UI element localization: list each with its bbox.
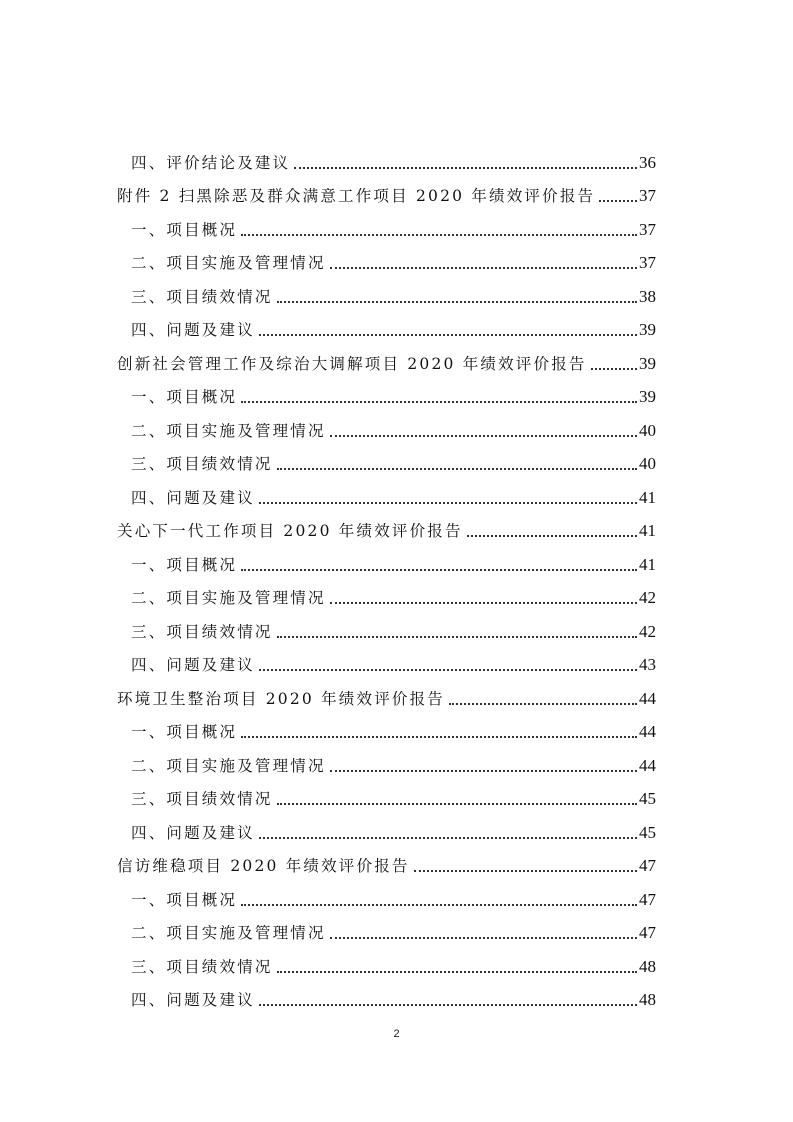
toc-entry-title: 四、问题及建议 (131, 823, 255, 842)
toc-page-number: 39 (639, 353, 656, 373)
toc-dot-leader (259, 837, 637, 839)
toc-entry-title: 三、项目绩效情况 (131, 455, 273, 473)
page-number: 2 (393, 1028, 400, 1040)
toc-subsection-entry[interactable] (0, 408, 793, 442)
toc-page-number: 36 (639, 152, 656, 172)
toc-subsection-entry[interactable] (0, 609, 793, 643)
toc-subsection-entry[interactable] (0, 810, 793, 844)
toc-page-number: 42 (639, 588, 656, 607)
toc-dot-leader (330, 937, 637, 939)
toc-page-number: 37 (639, 219, 656, 239)
toc-subsection-entry[interactable] (0, 140, 793, 174)
toc-subsection-entry[interactable] (0, 978, 793, 1012)
toc-page-number: 38 (639, 286, 656, 306)
toc-dot-leader (241, 234, 637, 236)
toc-dot-leader (259, 334, 637, 336)
toc-page-number: 39 (639, 387, 656, 406)
toc-subsection-entry[interactable] (0, 743, 793, 777)
toc-subsection-entry[interactable] (0, 944, 793, 978)
toc-page-number: 47 (639, 889, 656, 909)
toc-subsection-entry[interactable] (0, 710, 793, 744)
toc-subsection-entry[interactable] (0, 375, 793, 409)
toc-page-number: 43 (639, 655, 656, 674)
toc-subsection-entry[interactable] (0, 442, 793, 476)
toc-page-number: 37 (639, 253, 656, 272)
toc-dot-leader (277, 803, 637, 805)
toc-page-number: 40 (639, 454, 656, 473)
toc-page-number: 42 (639, 621, 656, 641)
toc-entry-title: 三、项目绩效情况 (131, 790, 273, 808)
toc-entry-title: 关心下一代工作项目 2020 年绩效评价报告 (117, 522, 463, 540)
toc-entry-title: 一、项目概况 (131, 890, 238, 909)
toc-entry-title: 四、问题及建议 (131, 321, 255, 339)
toc-entry-title: 四、评价结论及建议 (131, 153, 291, 172)
toc-dot-leader (259, 669, 637, 671)
toc-entry-title: 附件 2 扫黑除恶及群众满意工作项目 2020 年绩效评价报告 (117, 187, 596, 205)
toc-page-number: 41 (639, 521, 656, 540)
toc-section-entry[interactable] (0, 341, 793, 375)
toc-dot-leader (241, 736, 637, 738)
toc-entry-title: 二、项目实施及管理情况 (131, 421, 326, 440)
toc-page-number: 44 (639, 755, 656, 775)
toc-page-number: 45 (639, 822, 656, 842)
toc-subsection-entry[interactable] (0, 274, 793, 308)
toc-dot-leader (277, 636, 637, 638)
toc-dot-leader (599, 200, 637, 202)
toc-dot-leader (330, 267, 637, 269)
toc-dot-leader (259, 1004, 637, 1006)
toc-dot-leader (259, 502, 637, 504)
toc-page-number: 48 (639, 990, 656, 1009)
toc-dot-leader (277, 971, 637, 973)
toc-section-entry[interactable] (0, 509, 793, 543)
toc-page-number: 41 (639, 554, 656, 574)
toc-entry-title: 一、项目概况 (131, 388, 238, 406)
toc-page-number: 41 (639, 487, 656, 507)
toc-page-number: 37 (639, 186, 656, 205)
toc-section-entry[interactable] (0, 676, 793, 710)
toc-page-number: 47 (639, 856, 656, 875)
toc-dot-leader (294, 167, 637, 169)
toc-dot-leader (330, 602, 637, 604)
toc-entry-title: 三、项目绩效情况 (131, 957, 273, 976)
toc-entry-title: 一、项目概况 (131, 220, 238, 239)
toc-subsection-entry[interactable] (0, 877, 793, 911)
toc-subsection-entry[interactable] (0, 643, 793, 677)
toc-dot-leader (241, 401, 637, 403)
toc-page-number: 47 (639, 923, 656, 942)
toc-dot-leader (277, 468, 637, 470)
toc-page-number: 44 (639, 722, 656, 741)
toc-entry-title: 一、项目概况 (131, 555, 238, 574)
toc-dot-leader (449, 703, 637, 705)
toc-page-number: 39 (639, 320, 656, 339)
toc-entry-title: 二、项目实施及管理情况 (131, 756, 326, 775)
toc-subsection-entry[interactable] (0, 308, 793, 342)
toc-subsection-entry[interactable] (0, 576, 793, 610)
toc-entry-title: 二、项目实施及管理情况 (131, 254, 326, 272)
toc-entry-title: 二、项目实施及管理情况 (131, 924, 326, 942)
toc-entry-title: 创新社会管理工作及综治大调解项目 2020 年绩效评价报告 (117, 354, 587, 373)
toc-section-entry[interactable] (0, 844, 793, 878)
toc-entry-title: 一、项目概况 (131, 723, 238, 741)
toc-page-number: 48 (639, 956, 656, 976)
toc-subsection-entry[interactable] (0, 241, 793, 275)
toc-subsection-entry[interactable] (0, 777, 793, 811)
toc-entry-title: 四、问题及建议 (131, 488, 255, 507)
toc-entry-title: 二、项目实施及管理情况 (131, 589, 326, 607)
toc-subsection-entry[interactable] (0, 475, 793, 509)
toc-subsection-entry[interactable] (0, 542, 793, 576)
toc-page-number: 40 (639, 420, 656, 440)
toc-page-number: 44 (639, 688, 656, 708)
toc-entry-title: 三、项目绩效情况 (131, 622, 273, 641)
toc-dot-leader (241, 569, 637, 571)
toc-entry-title: 环境卫生整治项目 2020 年绩效评价报告 (117, 689, 446, 708)
toc-entry-title: 信访维稳项目 2020 年绩效评价报告 (117, 857, 410, 875)
toc-dot-leader (467, 535, 637, 537)
table-of-contents (0, 140, 793, 1011)
toc-dot-leader (414, 870, 637, 872)
toc-entry-title: 四、问题及建议 (131, 656, 255, 674)
toc-entry-title: 三、项目绩效情况 (131, 287, 273, 306)
toc-dot-leader (591, 368, 637, 370)
toc-section-entry[interactable] (0, 174, 793, 208)
toc-dot-leader (277, 301, 637, 303)
toc-entry-title: 四、问题及建议 (131, 991, 255, 1009)
toc-subsection-entry[interactable] (0, 207, 793, 241)
toc-dot-leader (241, 904, 637, 906)
toc-dot-leader (330, 435, 637, 437)
toc-dot-leader (330, 770, 637, 772)
toc-page-number: 45 (639, 789, 656, 808)
toc-subsection-entry[interactable] (0, 911, 793, 945)
